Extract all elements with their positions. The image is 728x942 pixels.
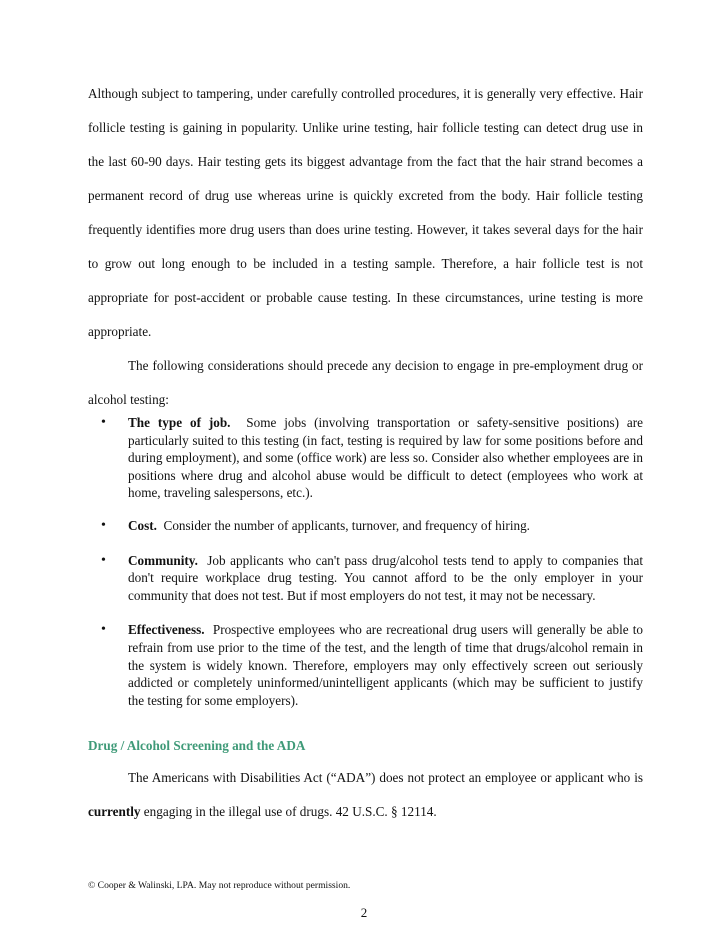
bullet-text: Prospective employees who are recreational drug users will generally be able to refrain from use prior to the time of the test, and the length of time that drugs/alcohol remain in the system is widely known. Therefore, employers may only effectively screen out seriously addicted or completely uninformed/unintelligent applicants (which may be sufficient to justify the testing for some employers). (128, 622, 644, 708)
list-item (88, 517, 643, 535)
bullet-title: Cost. (128, 517, 157, 533)
bullet-icon: • (101, 517, 106, 533)
section-heading: Drug / Alcohol Screening and the ADA (88, 738, 306, 753)
bullet-title: Effectiveness. (128, 622, 205, 638)
copyright-footer: © Cooper & Walinski, LPA. May not reproduce without permission. (88, 880, 351, 891)
paragraph-considerations-intro: The following considerations should precede any decision to engage in pre-employment drug or alcohol testing: (88, 358, 643, 407)
considerations-list (88, 414, 643, 709)
bullet-title: The type of job. (128, 415, 231, 430)
bullet-text: Job applicants who can't pass drug/alcohol tests tend to apply to companies that don't require workplace drug testing. You cannot afford to be the only employer in your community that does not test. But if most employers do not test, it may not be necessary. (128, 552, 643, 603)
bullet-icon: • (101, 552, 106, 568)
paragraph-block-ada (88, 761, 643, 829)
ada-emphasis: currently (88, 804, 141, 819)
bullet-title: Community. (128, 552, 198, 568)
paragraph-hair-testing: Although subject to tampering, under carefully controlled procedures, it is generally very effective. Hair follicle testing is gaining in popularity. Unlike urine testing, hair follicle testing can detect drug use in the last 60-90 days. Hair testing gets its biggest advantage from the fact that the hair strand becomes a permanent record of drug use whereas urine is quickly excreted from the body. Hair follicle testing frequently identifies more drug users than does urine testing. However, it takes several days for the hair to grow out long enough to be included in a testing sample. Therefore, a hair follicle test is not appropriate for post-accident or probable cause testing. In these circumstances, urine testing is more appropriate. (88, 86, 643, 339)
paragraph-ada (88, 761, 643, 829)
bullet-icon: • (101, 415, 106, 430)
ada-text-before: The Americans with Disabilities Act (“ADA”) does not protect an employee or applicant who is (128, 770, 643, 785)
list-item (88, 552, 643, 605)
list-item (88, 414, 643, 502)
page-number: 2 (360, 905, 368, 920)
bullet-text: Consider the number of applicants, turnover, and frequency of hiring. (163, 517, 530, 533)
paragraph-block-1 (88, 77, 643, 417)
bullet-icon: • (101, 622, 106, 638)
bullet-text: Some jobs (involving transportation or safety-sensitive positions) are particularly suited to this testing (in fact, testing is required by law for some positions before and during employment), and some (office work) are less so. Consider also whether employees are in positions where drug and alcohol abuse would be difficult to detect (employees who work at home, traveling salespersons, etc.). (128, 415, 643, 501)
ada-text-after: engaging in the illegal use of drugs. 42 U.S.C. § 12114. (143, 804, 437, 819)
list-item (88, 621, 643, 709)
